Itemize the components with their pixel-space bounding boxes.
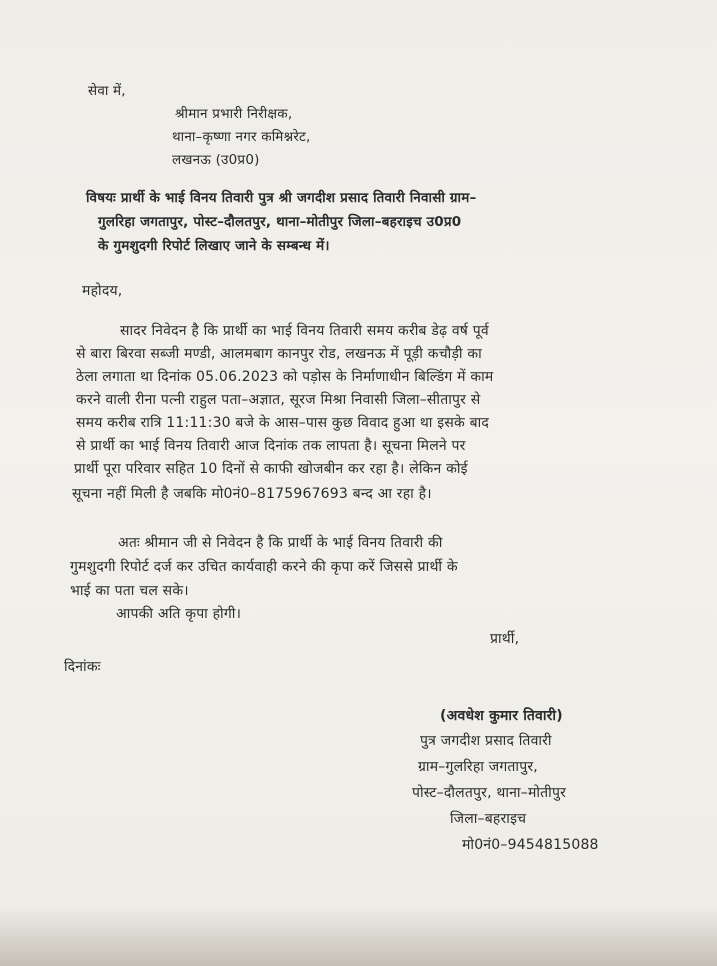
- address-line-1: श्रीमान प्रभारी निरीक्षक,: [175, 106, 293, 122]
- subject-line-1: विषयः प्रार्थी के भाई विनय तिवारी पुत्र श्री जगदीश प्रसाद तिवारी निवासी ग्राम–: [86, 190, 477, 206]
- signatory-name: (अवधेश कुमार तिवारी): [440, 708, 563, 724]
- body-p2-line-1: अतः श्रीमान जी से निवेदन है कि प्रार्थी के भाई विनय तिवारी की: [118, 535, 443, 551]
- signatory-district: जिला–बहराइच: [450, 811, 527, 827]
- body-p1-line-8: सूचना नहीं मिली है जबकि मो0नं0–8175967693 बन्द आ रहा है।: [72, 486, 432, 502]
- signatory-village: ग्राम–गुलरिहा जगतापुर,: [418, 759, 538, 775]
- body-closing: आपकी अति कृपा होगी।: [116, 606, 242, 622]
- address-to: सेवा में,: [88, 83, 126, 99]
- signatory-post: पोस्ट–दौलतपुर, थाना–मोतीपुर: [412, 785, 567, 801]
- body-p1-line-3: ठेला लगाता था दिनांक 05.06.2023 को पड़ोस के निर्माणाधीन बिल्डिंग में काम: [76, 369, 494, 385]
- subject-line-2: गुलरिहा जगतापुर, पोस्ट–दौलतपुर, थाना–मोतीपुर जिला–बहराइच उ0प्र0: [98, 214, 462, 230]
- body-p1-line-4: करने वाली रीना पत्नी राहुल पता–अज्ञात, सूरज मिश्रा निवासी जिला–सीतापुर से: [76, 392, 481, 408]
- body-p1-line-5: समय करीब रात्रि 11:11:30 बजे के आस–पास कुछ विवाद हुआ था इसके बाद: [76, 415, 490, 431]
- address-line-2: थाना–कृष्णा नगर कमिश्नरेट,: [172, 129, 311, 145]
- body-p1-line-7: प्रार्थी पूरा परिवार सहित 10 दिनों से काफी खोजबीन कर रहा है। लेकिन कोई: [74, 461, 468, 477]
- subject-line-3: के गुमशुदगी रिपोर्ट लिखाए जाने के सम्बन्ध में।: [98, 238, 330, 254]
- date-label: दिनांकः: [64, 659, 101, 675]
- body-p1-line-1: सादर निवेदन है कि प्रार्थी का भाई विनय तिवारी समय करीब डेढ़ वर्ष पूर्व: [120, 323, 489, 339]
- body-p1-line-2: से बारा बिरवा सब्जी मण्डी, आलमबाग कानपुर रोड, लखनऊ में पूड़ी कचौड़ी का: [76, 346, 482, 362]
- address-line-3: लखनऊ (उ0प्र0): [172, 152, 260, 168]
- body-p2-line-3: भाई का पता चल सके।: [70, 583, 189, 599]
- signatory-mobile: मो0नं0–9454815088: [462, 837, 599, 853]
- applicant-label: प्रार्थी,: [490, 631, 520, 647]
- body-p2-line-2: गुमशुदगी रिपोर्ट दर्ज कर उचित कार्यवाही करने की कृपा करें जिससे प्रार्थी के: [70, 559, 458, 575]
- signatory-father: पुत्र जगदीश प्रसाद तिवारी: [420, 733, 552, 749]
- body-p1-line-6: से प्रार्थी का भाई विनय तिवारी आज दिनांक तक लापता है। सूचना मिलने पर: [76, 438, 466, 454]
- greeting: महोदय,: [82, 283, 123, 299]
